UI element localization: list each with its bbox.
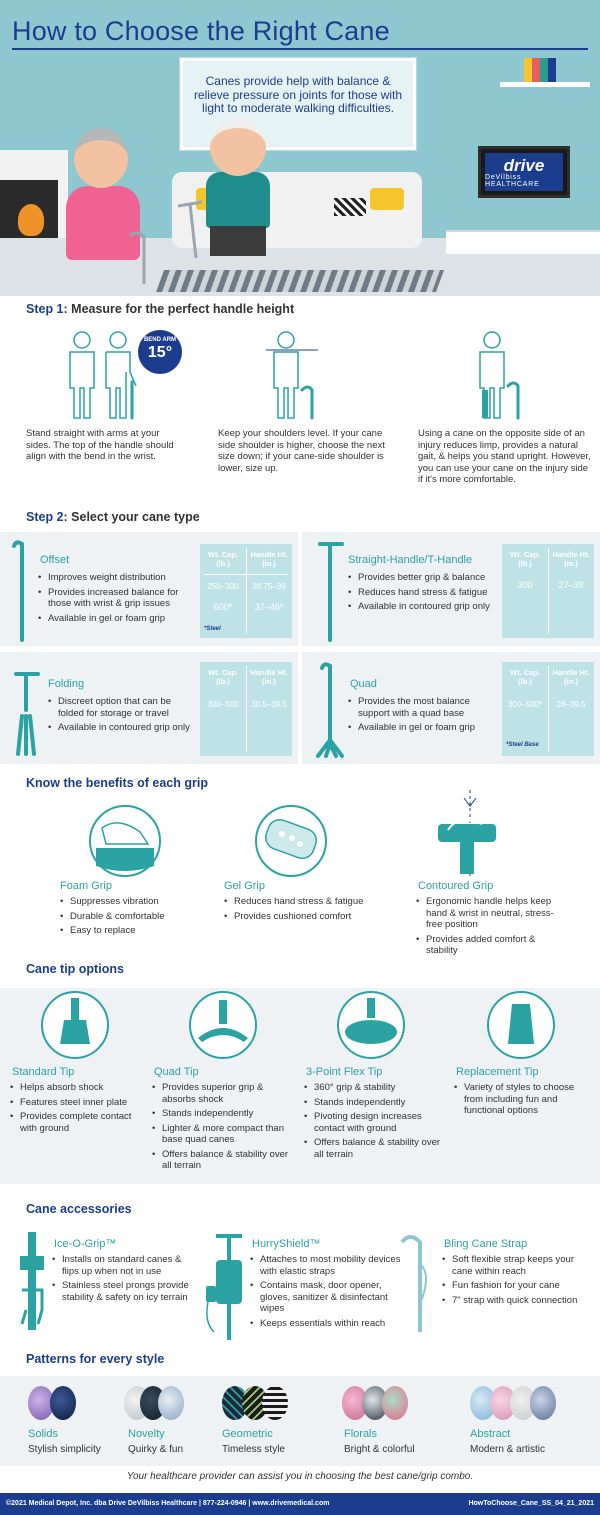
spec-divider <box>204 574 288 575</box>
step1-heading-text: : Measure for the perfect handle height <box>63 302 295 316</box>
spec-table <box>502 544 594 638</box>
feature-item: • Variety of styles to choose from including fun and functional options <box>454 1082 594 1117</box>
spec-divider <box>548 666 549 752</box>
spec-weight-value: 300–500* <box>507 700 543 709</box>
abstract-swatch <box>530 1386 556 1420</box>
step2-heading <box>26 510 200 524</box>
grips-heading: Know the benefits of each grip <box>26 776 208 790</box>
flame-illustration <box>18 204 44 236</box>
brand-logo-subtext: DeVilbiss HEALTHCARE <box>485 173 540 188</box>
bend-arm-value: 15° <box>147 343 173 361</box>
spec-header-height: Handle Ht.(in.) <box>552 550 590 568</box>
grip-name: Contoured Grip <box>418 880 494 892</box>
feature-item: • Available in gel or foam grip <box>348 722 500 734</box>
tip-name: Standard Tip <box>12 1066 75 1078</box>
bling-strap-icon <box>396 1234 440 1334</box>
intro-text: Canes provide help with balance & relieve pressure on joints for those with light to moderate walking difficulties. <box>193 74 403 115</box>
spec-footnote: *Steel Base <box>506 742 539 748</box>
spec-divider <box>246 548 247 634</box>
tip-features <box>152 1082 298 1175</box>
feature-item: • Stands independently <box>152 1108 298 1120</box>
accessories-heading: Cane accessories <box>26 1202 132 1216</box>
tip-name: Replacement Tip <box>456 1066 539 1078</box>
pillow-illustration <box>370 188 404 210</box>
feature-item: • Soft flexible strap keeps your cane within reach <box>442 1254 594 1277</box>
accessory-name: Bling Cane Strap <box>444 1238 528 1250</box>
grip-features <box>416 896 566 960</box>
cane-type-card-folding <box>0 652 298 764</box>
step1-tip-text: Keep your shoulders level. If your cane side shoulder is higher, choose the next size down; if your cane-side shoulder is lower, size up. <box>218 428 385 474</box>
ice-o-grip-icon <box>14 1232 50 1330</box>
footer-note: Your healthcare provider can assist you in choosing the best cane/grip combo. <box>126 1471 474 1482</box>
pattern-tagline: Bright & colorful <box>344 1444 415 1455</box>
spec-footnote: *Steel <box>204 626 221 632</box>
feature-item: • Attaches to most mobility devices with elastic straps <box>250 1254 402 1277</box>
title-underline <box>12 48 588 50</box>
tv-illustration <box>478 146 570 198</box>
foam-grip-icon <box>88 804 162 878</box>
feature-item: • Helps absorb shock <box>10 1082 146 1094</box>
florals-swatch <box>382 1386 408 1420</box>
accessory-name: HurryShield™ <box>252 1238 321 1250</box>
spec-divider <box>246 666 247 752</box>
spec-table <box>502 662 594 756</box>
hurryshield-icon <box>202 1232 254 1342</box>
books-illustration <box>524 58 556 82</box>
patterns-heading: Patterns for every style <box>26 1352 165 1366</box>
feature-item: • Available in gel or foam grip <box>38 613 194 625</box>
wall-shelf <box>500 82 590 87</box>
woman-cane-icon <box>126 230 156 286</box>
spec-height-value: 30.5–39.5 <box>251 700 287 709</box>
feature-item: • Features steel inner plate <box>10 1097 146 1109</box>
spec-weight-value: 600* <box>213 602 233 612</box>
spec-header-height: Handle Ht.(in.) <box>552 668 590 686</box>
pattern-name: Novelty <box>128 1428 165 1440</box>
cane-type-card-quad <box>302 652 600 764</box>
feature-item: • Provides cushioned comfort <box>224 911 384 923</box>
spec-table <box>200 662 292 756</box>
geometric-swatch <box>262 1386 288 1420</box>
cane-type-features <box>348 696 500 737</box>
spec-header-height: Handle Ht.(in.) <box>250 668 288 686</box>
feature-item: • Provides complete contact with ground <box>10 1111 146 1134</box>
cane-type-name: Quad <box>350 678 377 690</box>
brand-logo <box>485 153 563 191</box>
spec-header-weight: Wt. Cap.(lb.) <box>510 550 540 568</box>
step2-heading-prefix: Step 2 <box>26 510 64 524</box>
solids-swatch <box>50 1386 76 1420</box>
cane-type-features <box>348 572 504 616</box>
cane-type-name: Offset <box>40 554 70 566</box>
cane-type-card-offset <box>0 532 298 646</box>
cane-type-card-straight <box>302 532 600 646</box>
feature-item: • Lighter & more compact than base quad canes <box>152 1123 298 1146</box>
feature-item: • Offers balance & stability over all terrain <box>152 1149 298 1172</box>
woman-head-illustration <box>74 128 128 188</box>
rug-illustration <box>156 270 444 292</box>
offset-cane-icon <box>10 538 34 642</box>
step1-tip-text: Using a cane on the opposite side of an injury reduces limp, provides a natural gait, & helps you stand upright. However, you can use your cane on the injury side if it's more comfortable. <box>418 428 591 485</box>
tip-name: Quad Tip <box>154 1066 199 1078</box>
spec-weight-value: 300–500 <box>207 700 239 709</box>
feature-item: • Discreet option that can be folded for storage or travel <box>48 696 198 719</box>
footer-bar <box>0 1493 600 1515</box>
accessory-features <box>52 1254 200 1306</box>
feature-item: • Provides increased balance for those with wrist & grip issues <box>38 587 194 610</box>
brand-logo-text: drive <box>503 155 545 175</box>
quad-tip-icon <box>188 990 258 1060</box>
feature-item: • Installs on standard canes & flips up when not in use <box>52 1254 200 1277</box>
t-handle-cane-icon <box>316 538 348 642</box>
spec-divider <box>548 548 549 634</box>
feature-item: • Stands independently <box>304 1097 442 1109</box>
spec-header-weight: Wt. Cap.(lb.) <box>208 550 238 568</box>
person-standing-icon <box>60 330 140 420</box>
gel-grip-icon <box>254 804 328 878</box>
step1-tip-text: Stand straight with arms at your sides. The top of the handle should align with the bend in the wrist. <box>26 428 174 462</box>
spec-header-height: Handle Ht.(in.) <box>250 550 288 568</box>
feature-item: • Reduces hand stress & fatigue <box>348 587 504 599</box>
tips-heading: Cane tip options <box>26 962 124 976</box>
feature-item: • Pivoting design increases contact with ground <box>304 1111 442 1134</box>
feature-item: • Available in contoured grip only <box>48 722 198 734</box>
tip-features <box>10 1082 146 1137</box>
feature-item: • Improves weight distribution <box>38 572 194 584</box>
spec-table <box>200 544 292 638</box>
spec-height-value: 37–46* <box>254 602 284 612</box>
man-head-illustration <box>210 118 266 176</box>
flex-tip-icon <box>336 990 406 1060</box>
feature-item: • Reduces hand stress & fatigue <box>224 896 384 908</box>
spec-weight-value: 300 <box>517 580 533 590</box>
pattern-tagline: Modern & artistic <box>470 1444 546 1455</box>
tv-stand-illustration <box>446 230 600 254</box>
replacement-tip-icon <box>486 990 556 1060</box>
feature-item: • Provides added comfort & stability <box>416 934 566 957</box>
page-title: How to Choose the Right Cane <box>12 16 390 46</box>
standard-tip-icon <box>40 990 110 1060</box>
pattern-name: Solids <box>28 1428 58 1440</box>
cane-type-features <box>38 572 194 627</box>
feature-item: • Provides better grip & balance <box>348 572 504 584</box>
pattern-name: Geometric <box>222 1428 273 1440</box>
spec-header-weight: Wt. Cap.(lb.) <box>208 668 238 686</box>
pattern-name: Florals <box>344 1428 378 1440</box>
accessory-features <box>250 1254 402 1332</box>
accessory-name: Ice-O-Grip™ <box>54 1238 117 1250</box>
man-legs-illustration <box>210 226 266 256</box>
feature-item: • Provides superior grip & absorbs shock <box>152 1082 298 1105</box>
pattern-tagline: Quirky & fun <box>128 1444 184 1455</box>
spec-header-weight: Wt. Cap.(lb.) <box>510 668 540 686</box>
grip-features <box>60 896 200 940</box>
step2-heading-text: : Select your cane type <box>63 510 200 524</box>
man-cane-icon <box>172 196 212 260</box>
feature-item: • Keeps essentials within reach <box>250 1318 402 1330</box>
feature-item: • Stainless steel prongs provide stability & safety on icy terrain <box>52 1280 200 1303</box>
feature-item: • Suppresses vibration <box>60 896 200 908</box>
cane-type-name: Folding <box>48 678 85 690</box>
feature-item: • Easy to replace <box>60 925 200 937</box>
grip-name: Foam Grip <box>60 880 112 892</box>
feature-item: • 360° grip & stability <box>304 1082 442 1094</box>
contoured-grip-icon <box>430 790 504 878</box>
tip-name: 3-Point Flex Tip <box>306 1066 383 1078</box>
novelty-swatch <box>158 1386 184 1420</box>
accessory-features <box>442 1254 594 1309</box>
tip-features <box>454 1082 594 1120</box>
pattern-name: Abstract <box>470 1428 511 1440</box>
spec-height-value: 28.75–39 <box>252 582 286 591</box>
grip-name: Gel Grip <box>224 880 265 892</box>
feature-item: • Offers balance & stability over all terrain <box>304 1137 442 1160</box>
spec-height-value: 28–39.5 <box>556 700 586 709</box>
feature-item: • Ergonomic handle helps keep hand & wrist in neutral, stress-free position <box>416 896 566 931</box>
tip-features <box>304 1082 442 1163</box>
feature-item: • Durable & comfortable <box>60 911 200 923</box>
feature-item: • Fun fashion for your cane <box>442 1280 594 1292</box>
opposite-side-icon <box>470 330 530 420</box>
hero-banner <box>0 0 600 296</box>
spec-weight-value: 250–300 <box>207 582 239 591</box>
feature-item: • Contains mask, door opener, gloves, sanitizer & disinfectant wipes <box>250 1280 402 1315</box>
feature-item: • Available in contoured grip only <box>348 601 504 613</box>
pillow-illustration <box>334 198 366 216</box>
step1-heading <box>26 302 294 316</box>
cane-type-features <box>48 696 198 737</box>
footer-document-id: HowToChoose_Cane_SS_04_21_2021 <box>468 1500 594 1507</box>
shoulders-level-icon <box>262 330 322 420</box>
step1-heading-prefix: Step 1 <box>26 302 64 316</box>
bend-arm-label: BEND ARM <box>143 337 177 343</box>
pattern-tagline: Stylish simplicity <box>28 1444 101 1455</box>
bend-arm-badge <box>138 330 182 374</box>
grip-features <box>224 896 384 925</box>
feature-item: • Provides the most balance support with a quad base <box>348 696 500 719</box>
feature-item: • 7" strap with quick connection <box>442 1295 594 1307</box>
spec-height-value: 27–39 <box>558 580 584 590</box>
footer-copyright: ©2021 Medical Depot, Inc. dba Drive DeVilbiss Healthcare | 877-224-0946 | www.drivemedical.com <box>6 1500 330 1507</box>
cane-type-name: Straight-Handle/T-Handle <box>348 554 473 566</box>
man-illustration <box>206 172 270 228</box>
pattern-tagline: Timeless style <box>222 1444 285 1455</box>
folding-cane-icon <box>12 670 44 758</box>
